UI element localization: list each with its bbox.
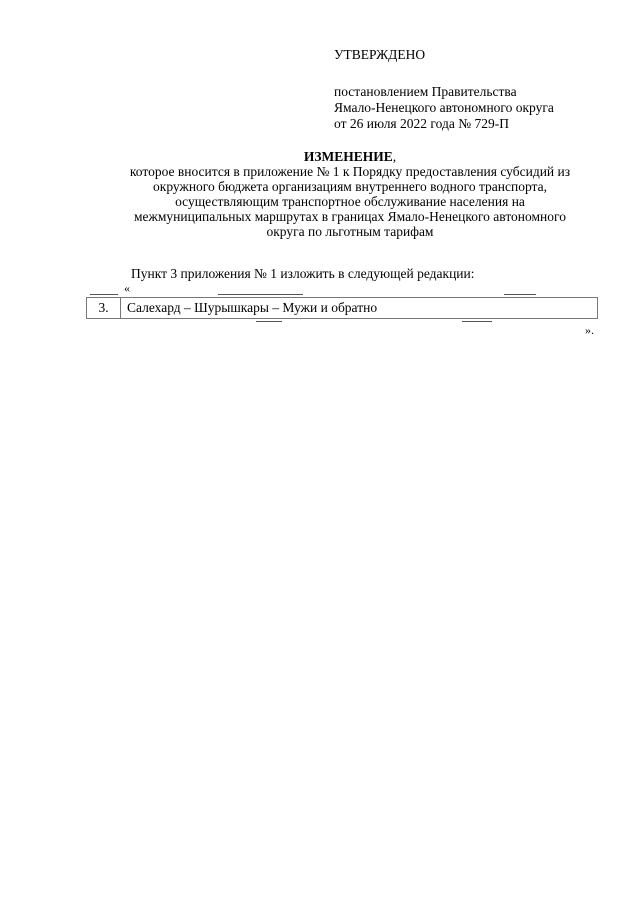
approval-line: постановлением Правительства bbox=[334, 84, 517, 99]
route-cell: Салехард – Шурышкары – Мужи и обратно bbox=[127, 300, 378, 315]
approval-stamp bbox=[334, 47, 554, 132]
approval-heading: УТВЕРЖДЕНО bbox=[334, 47, 426, 62]
close-quote: ». bbox=[585, 323, 594, 337]
title-line: осуществляющим транспортное обслуживание населения на bbox=[175, 194, 525, 209]
instruction-text: Пункт 3 приложения № 1 изложить в следующей редакции: bbox=[131, 266, 475, 281]
row-number-cell: 3. bbox=[87, 298, 121, 318]
document-title-block bbox=[95, 149, 605, 239]
document-title-text: ИЗМЕНЕНИЕ bbox=[303, 149, 393, 164]
open-quote: « bbox=[124, 281, 130, 295]
amendment-table bbox=[86, 297, 598, 319]
title-line: округа по льготным тарифам bbox=[266, 224, 434, 239]
table-rule bbox=[504, 294, 536, 295]
title-line: межмуниципальных маршрутах в границах Ямало-Ненецкого автономного bbox=[134, 209, 566, 224]
title-line: которое вносится в приложение № 1 к Порядку предоставления субсидий из bbox=[129, 164, 571, 179]
document-title bbox=[95, 149, 605, 164]
table-rule bbox=[256, 321, 282, 322]
table-rule bbox=[462, 321, 492, 322]
table-rule bbox=[218, 294, 303, 295]
approval-line: от 26 июля 2022 года № 729-П bbox=[334, 116, 509, 131]
title-line: окружного бюджета организациям внутреннего водного транспорта, bbox=[153, 179, 547, 194]
approval-line: Ямало-Ненецкого автономного округа bbox=[334, 100, 554, 115]
table-rule bbox=[90, 294, 118, 295]
document-title-punct: , bbox=[392, 149, 397, 164]
